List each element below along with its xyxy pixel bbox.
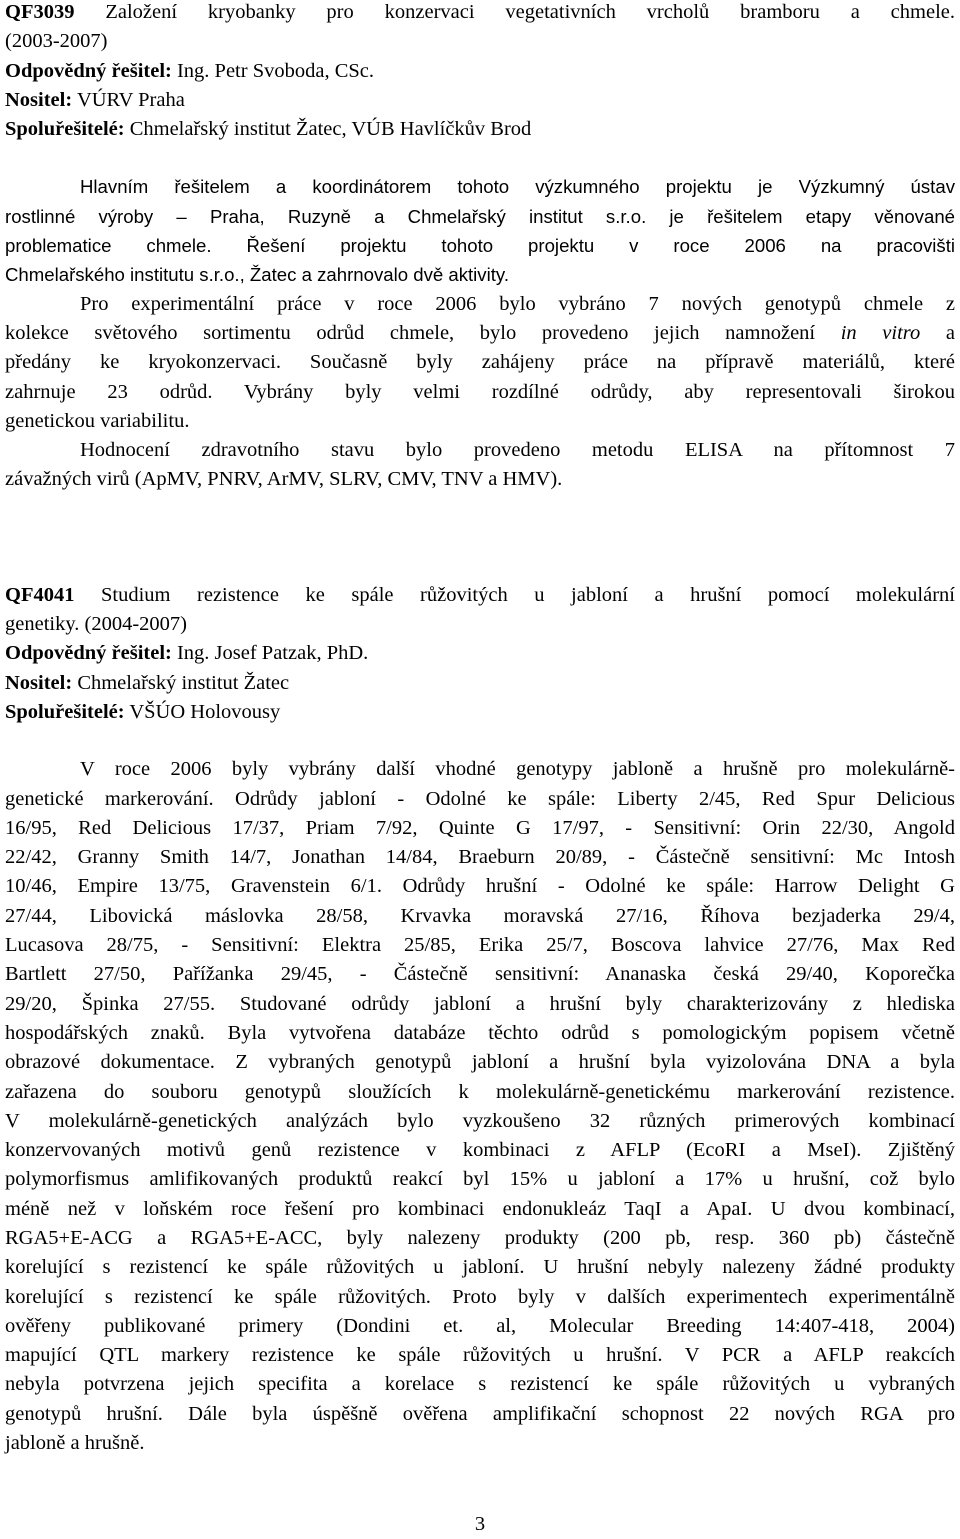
document-page <box>5 0 955 1458</box>
project2-code: QF4041 <box>5 583 75 606</box>
paragraph-line: 27/44, Libovická máslovka 28/58, Krvavka moravská 27/16, Říhova bezjaderka 29/4, <box>5 904 955 927</box>
paragraph-line: genetické markerování. Odrůdy jabloní - Odolné ke spále: Liberty 2/45, Red Spur Delicious <box>5 787 955 810</box>
paragraph-line: genetickou variabilitu. <box>5 409 190 432</box>
project2-coinvestigators: Spoluřešitelé: VŠÚO Holovousy <box>5 700 281 723</box>
paragraph-line: Pro experimentální práce v roce 2006 bylo vybráno 7 nových genotypů chmele z <box>80 292 955 315</box>
project1-code: QF3039 <box>5 1 75 23</box>
paragraph-line: korelující s rezistencí ke spále růžovitých u jabloní. U hrušní nebyly nalezeny žádné produkty <box>5 1256 955 1279</box>
paragraph-line: Hlavním řešitelem a koordinátorem tohoto výzkumného projektu je Výzkumný ústav <box>80 176 955 198</box>
paragraph-line: polymorfismus amlifikovaných produktů reakcí byl 15% u jabloní a 17% u hrušní, což bylo <box>5 1168 955 1191</box>
paragraph-line: méně než v loňském roce řešení pro kombinaci endonukleáz TaqI a ApaI. U dvou kombinací, <box>5 1197 955 1220</box>
project1-title-line2: (2003-2007) <box>5 30 108 53</box>
paragraph-line: hospodářských znaků. Byla vytvořena databáze těchto odrůd s pomologickým popisem včetně <box>5 1021 955 1044</box>
project1-carrier: Nositel: VÚRV Praha <box>5 88 185 111</box>
paragraph-line: závažných virů (ApMV, PNRV, ArMV, SLRV, CMV, TNV a HMV). <box>5 468 563 491</box>
page-number: 3 <box>474 1513 486 1535</box>
paragraph-line: RGA5+E-ACG a RGA5+E-ACC, byly nalezeny produkty (200 pb, resp. 360 pb) částečně <box>5 1226 955 1249</box>
project1-responsible: Odpovědný řešitel: Ing. Petr Svoboda, CSc. <box>5 59 374 82</box>
project1-paragraph1 <box>5 172 955 289</box>
paragraph-line: kolekce světového sortimentu odrůd chmele, bylo provedeno jejich namnožení in vitro a <box>5 321 955 344</box>
project2-title-line2: genetiky. (2004-2007) <box>5 613 187 636</box>
paragraph-line: předány ke kryokonzervaci. Současně byly zahájeny práce na přípravě materiálů, které <box>5 351 955 374</box>
project2-responsible: Odpovědný řešitel: Ing. Josef Patzak, PhD. <box>5 642 369 665</box>
paragraph-line: V roce 2006 byly vybrány další vhodné genotypy jabloně a hrušně pro molekulárně- <box>80 758 955 781</box>
paragraph-line: zařazena do souboru genotypů sloužících k molekulárně-genetickému markerování rezistence. <box>5 1080 955 1103</box>
paragraph-line: mapující QTL markery rezistence ke spále růžovitých u hrušní. V PCR a AFLP reakcích <box>5 1344 955 1367</box>
paragraph-line: Lucasova 28/75, - Sensitivní: Elektra 25/85, Erika 25/7, Boscova lahvice 27/76, Max Red <box>5 934 955 957</box>
paragraph-line: korelující s rezistencí ke spále růžovitých. Proto byly v dalších experimentech experimentálně <box>5 1285 955 1308</box>
paragraph-line: problematice chmele. Řešení projektu tohoto projektu v roce 2006 na pracovišti <box>5 235 955 257</box>
project2-title-line1: QF4041 Studium rezistence ke spále růžovitých u jabloní a hrušní pomocí molekulární <box>5 583 955 606</box>
paragraph-line: konzervovaných motivů genů rezistence v kombinaci z AFLP (EcoRI a MseI). Zjištěný <box>5 1139 955 1162</box>
paragraph-line: obrazové dokumentace. Z vybraných genotypů jabloní a hrušní byla vyizolována DNA a byla <box>5 1051 955 1074</box>
paragraph-line: 22/42, Granny Smith 14/7, Jonathan 14/84, Braeburn 20/89, - Částečně sensitivní: Mc Intosh <box>5 846 955 869</box>
paragraph-line: rostlinné výroby – Praha, Ruzyně a Chmelařský institut s.r.o. je řešitelem etapy věnované <box>5 205 955 227</box>
project1-paragraph3 <box>5 436 955 495</box>
paragraph-line: zahrnuje 23 odrůd. Vybrány byly velmi rozdílné odrůdy, aby representovali širokou <box>5 380 955 403</box>
project2-body <box>5 755 955 1458</box>
project2-carrier: Nositel: Chmelařský institut Žatec <box>5 671 290 694</box>
project1-paragraph2 <box>5 290 955 436</box>
paragraph-line: 29/20, Špinka 27/55. Studované odrůdy jabloní a hrušní byly charakterizovány z hlediska <box>5 992 955 1015</box>
paragraph-line: nebyla potvrzena jejich specifita a korelace s rezistencí ke spále růžovitých u vybraných <box>5 1373 955 1396</box>
paragraph-line: 10/46, Empire 13/75, Gravenstein 6/1. Odrůdy hrušní - Odolné ke spále: Harrow Delight G <box>5 875 955 898</box>
paragraph-line: ověřeny publikované primery (Dondini et. al, Molecular Breeding 14:407-418, 2004) <box>5 1314 955 1337</box>
paragraph-line: Hodnocení zdravotního stavu bylo provedeno metodu ELISA na přítomnost 7 <box>80 439 955 462</box>
paragraph-line: Bartlett 27/50, Pařížanka 29/45, - Částečně sensitivní: Ananaska česká 29/40, Koporečka <box>5 963 955 986</box>
project1-title-line1: QF3039 Založení kryobanky pro konzervaci vegetativních vrcholů bramboru a chmele. <box>5 1 955 23</box>
paragraph-line: 16/95, Red Delicious 17/37, Priam 7/92, Quinte G 17/97, - Sensitivní: Orin 22/30, Angold <box>5 816 955 839</box>
paragraph-line: genotypů hrušní. Dále byla úspěšně ověřena amplifikační schopnost 22 nových RGA pro <box>5 1402 955 1425</box>
paragraph-line: jabloně a hrušně. <box>5 1432 145 1455</box>
paragraph-line: Chmelařského institutu s.r.o., Žatec a zahrnovalo dvě aktivity. <box>5 264 509 286</box>
project1-coinvestigators: Spoluřešitelé: Chmelařský institut Žatec, VÚB Havlíčkův Brod <box>5 118 532 141</box>
paragraph-line: V molekulárně-genetických analýzách bylo vyzkoušeno 32 různých primerových kombinací <box>5 1109 955 1132</box>
